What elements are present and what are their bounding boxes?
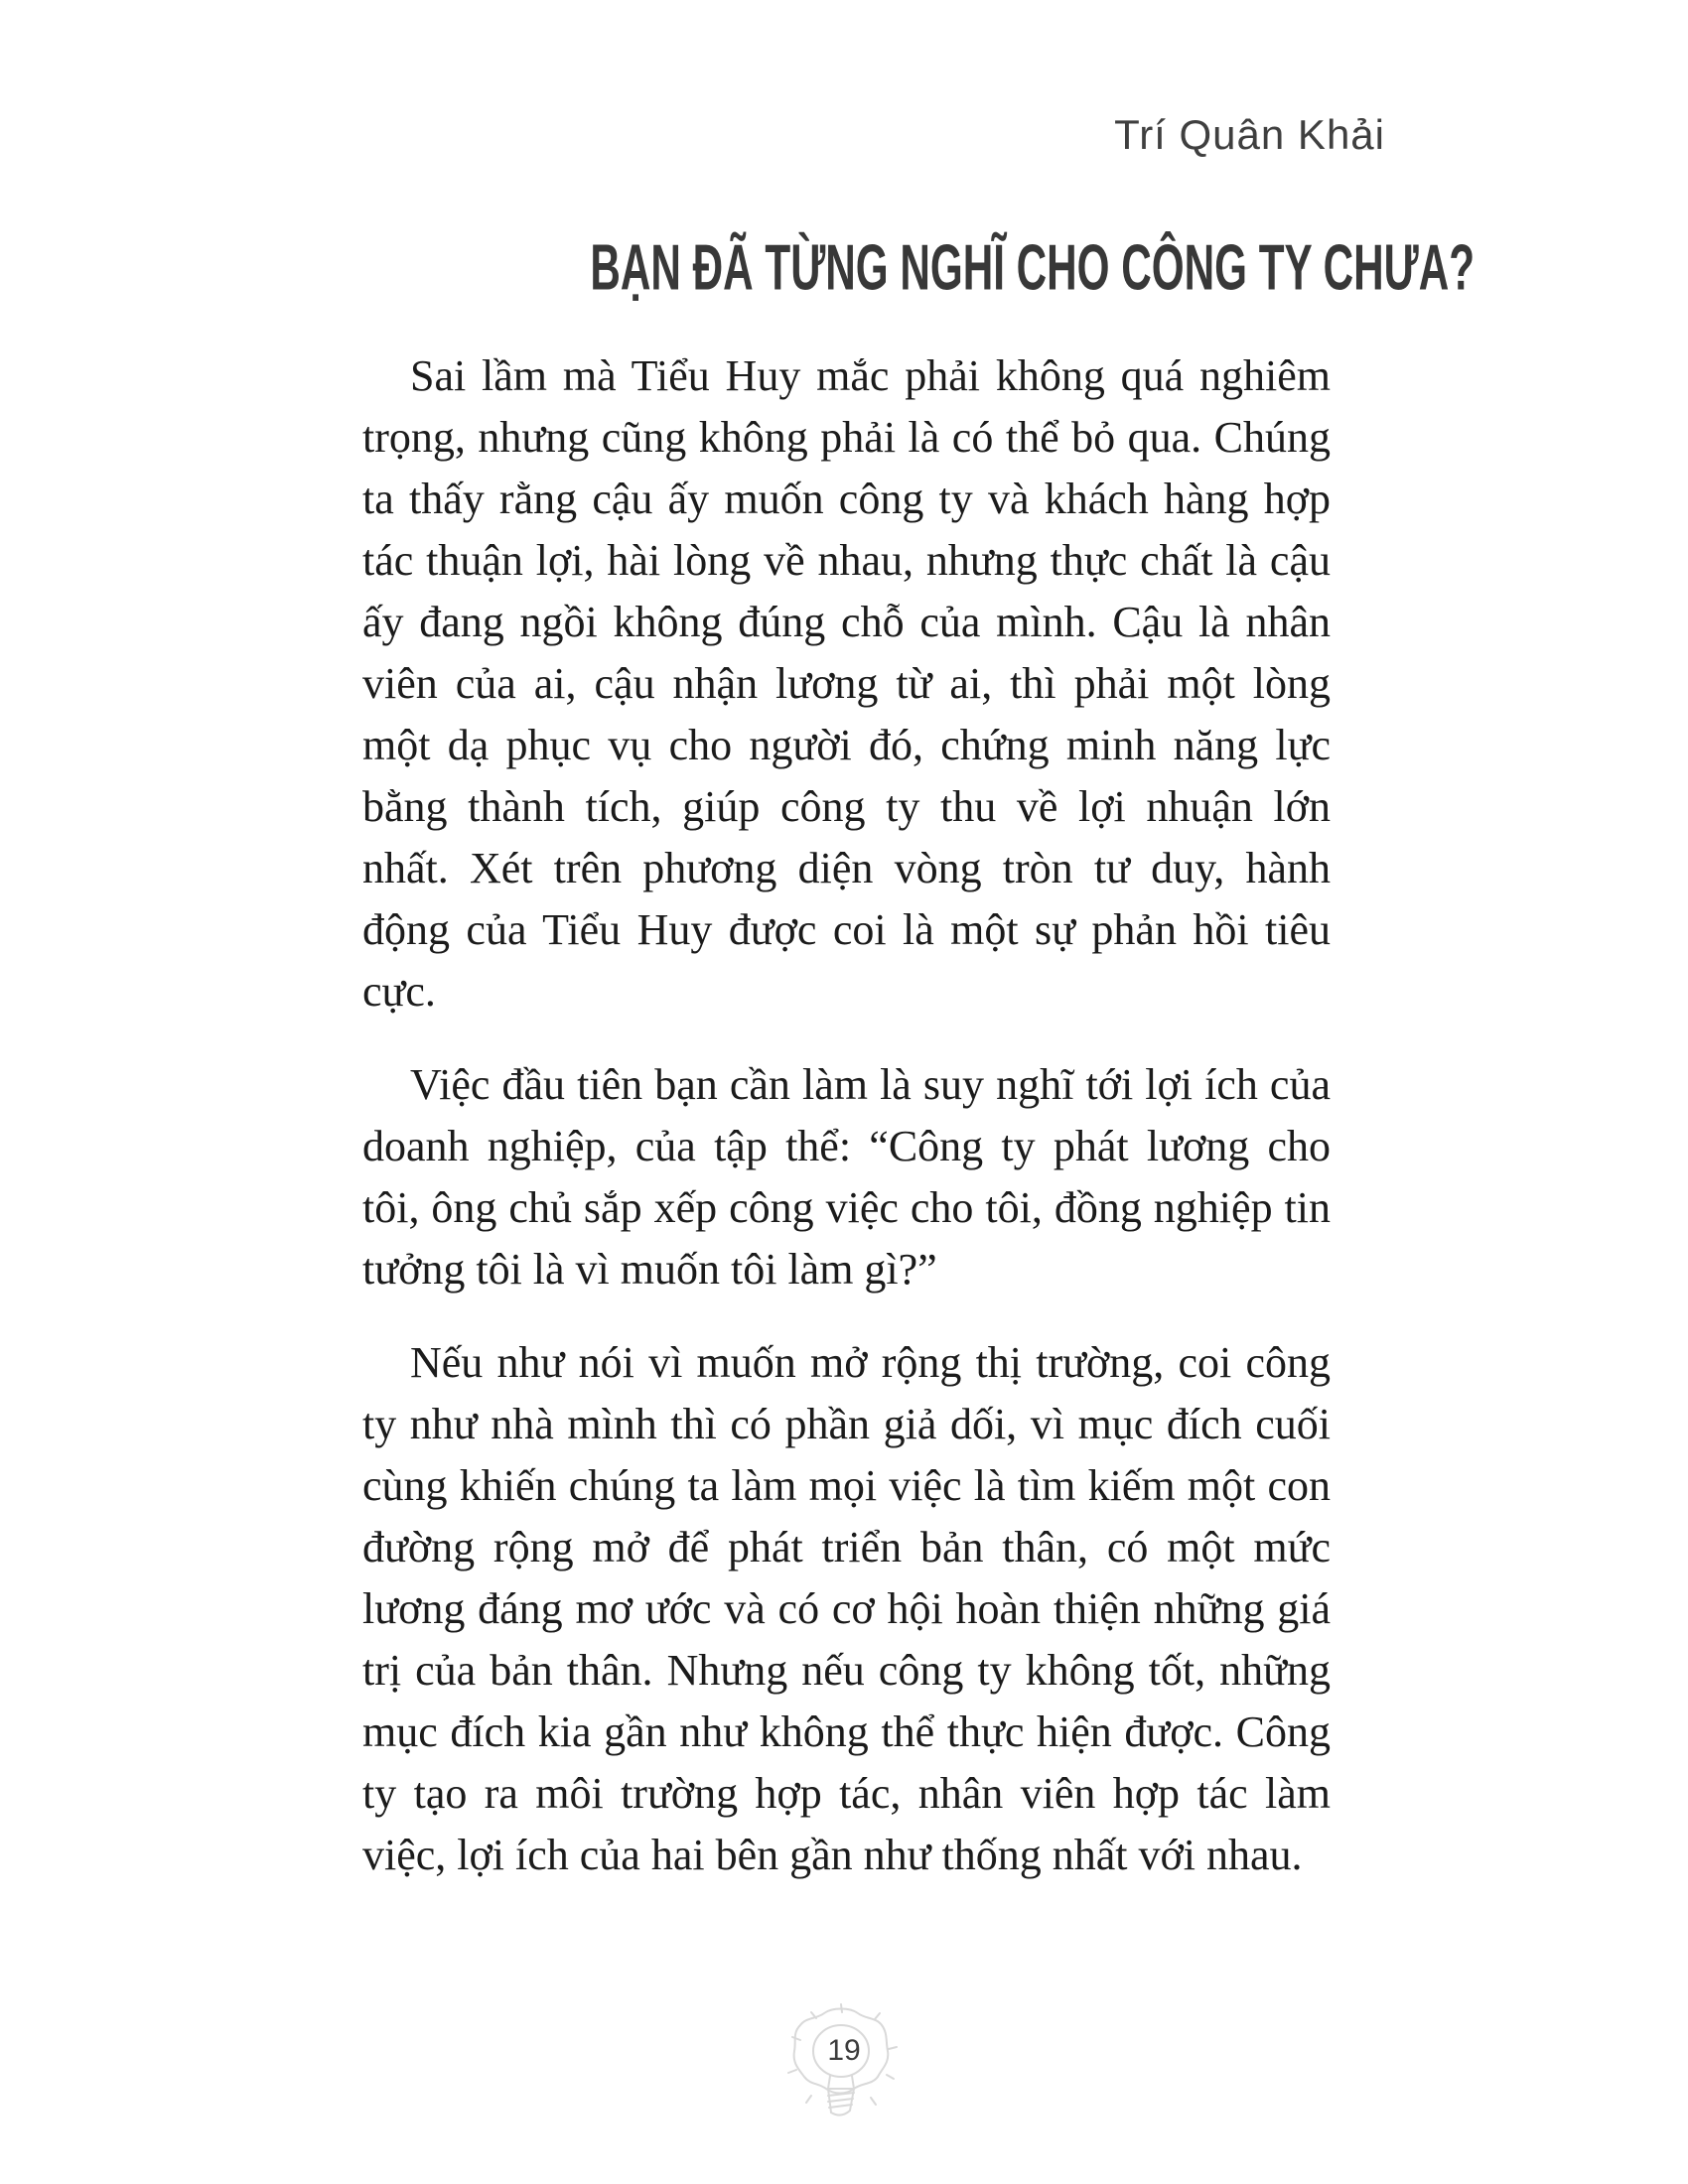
page-footer: [0, 2003, 1688, 2137]
chapter-title-text: BẠN ĐÃ TỪNG NGHĨ CHO CÔNG TY CHƯA?: [590, 230, 1476, 304]
chapter-title: [362, 230, 1476, 315]
paragraph-3: Nếu như nói vì muốn mở rộng thị trường, coi công ty như nhà mình thì có phần giả dối, vì mục đích cuối cùng khiến chúng ta làm mọi việc là tìm kiếm một con đường rộng mở để phát triển bản thân, có một mức lương đáng mơ ước và có cơ hội hoàn thiện những giá trị của bản thân. Nhưng nếu công ty không tốt, những mục đích kia gần như không thể thực hiện được. Công ty tạo ra môi trường hợp tác, nhân viên hợp tác làm việc, lợi ích của hai bên gần như thống nhất với nhau.: [362, 1338, 1331, 1879]
body-text: [362, 345, 1331, 1918]
running-header: Trí Quân Khải: [1114, 111, 1385, 158]
paragraph-1: Sai lầm mà Tiểu Huy mắc phải không quá nghiêm trọng, nhưng cũng không phải là có thể bỏ qua. Chúng ta thấy rằng cậu ấy muốn công ty và khách hàng hợp tác thuận lợi, hài lòng về nhau, nhưng thực chất là cậu ấy đang ngồi không đúng chỗ của mình. Cậu là nhân viên của ai, cậu nhận lương từ ai, thì phải một lòng một dạ phục vụ cho người đó, chứng minh năng lực bằng thành tích, giúp công ty thu về lợi nhuận lớn nhất. Xét trên phương diện vòng tròn tư duy, hành động của Tiểu Huy được coi là một sự phản hồi tiêu cực.: [362, 351, 1331, 1016]
lightbulb-icon: [784, 2003, 904, 2137]
paragraph-2: Việc đầu tiên bạn cần làm là suy nghĩ tới lợi ích của doanh nghiệp, của tập thể: “Công ty phát lương cho tôi, ông chủ sắp xếp công việc cho tôi, đồng nghiệp tin tưởng tôi là vì muốn tôi làm gì?”: [362, 1060, 1331, 1294]
page-number-ornament: [784, 2003, 904, 2137]
page-number: 19: [827, 2034, 861, 2067]
